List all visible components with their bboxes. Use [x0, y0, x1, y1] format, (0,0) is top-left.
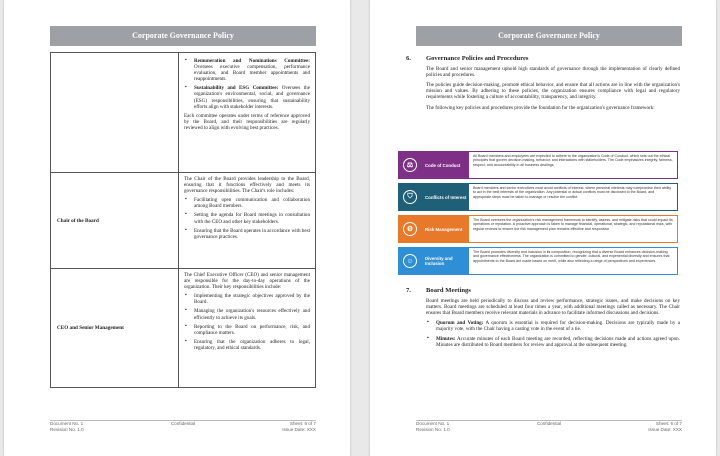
policy-card-title: Risk Management	[425, 226, 463, 232]
paragraph: The Board and senior management uphold high standards of governance through the implementation of clearly defined policies and procedures.	[426, 66, 680, 79]
bullet-heading: Sustainability and ESG Committee:	[194, 85, 279, 92]
footer-sheet: Sheet: 6 of 7	[655, 421, 682, 426]
shield-icon: ⛉	[403, 190, 417, 204]
paragraph: The Chief Executive Officer (CEO) and senior management are responsible for the day-to-day operations of the organization. Their key responsibilities include:	[184, 272, 310, 291]
footer-revision: Revision No. 1.0	[50, 427, 84, 432]
list-item: ▪ Implementing the strategic objectives approved by the Board.	[184, 293, 310, 305]
section-board-meetings	[406, 288, 680, 351]
policy-card-description: All Board members and employees are expected to adhere to the organization's Code of Conduct, which sets out the ethical principles that govern decision-making, behavior, and interactions with stakeholders. The Code emphasizes integrity, fairness, respect, and accountability in all business dealings.	[468, 151, 678, 179]
list-item: ▪ Ensuring that the Board operates in accordance with best governance practices.	[184, 228, 310, 240]
list-item: ▪ Setting the agenda for Board meetings in consultation with the CEO and other key stakeholders.	[184, 212, 310, 224]
paragraph: Board meetings are held periodically to discuss and review performance, strategic issues, and make decisions on key matters. Board meetings are scheduled at least four times a year, with additional meetings called as necessary. The Chair ensures that Board members receive relevant materials in advance to facilitate informed discussions and decisions.	[426, 298, 680, 317]
policy-card-conflicts-of-interest	[398, 183, 678, 211]
section-title: Board Meetings	[426, 287, 471, 294]
footer-confidential: Confidential	[170, 421, 196, 426]
footer-confidential: Confidential	[536, 421, 562, 426]
list-item: ▪ Managing the organization's resources effectively and efficiently to achieve its goals.	[184, 308, 310, 320]
policy-card-diversity-and-inclusion	[398, 247, 678, 275]
section-heading	[406, 56, 680, 62]
paragraph: The policies guide decision-making, promote ethical behavior, and ensure that all actions are in line with the organization's mission and values. By adhering to these policies, the organization ensures compliance with legal and regulatory requirements while fostering a culture of accountability, transparency, and integrity.	[426, 82, 680, 101]
bullet-heading: Quorum and Voting:	[436, 320, 484, 327]
table-row	[51, 269, 315, 387]
bullet-heading: Remuneration and Nominations Committee:	[194, 58, 310, 64]
gear-icon: ⚙	[403, 222, 417, 236]
section-title: Governance Policies and Procedures	[426, 55, 529, 62]
table-label-cell	[51, 53, 179, 172]
section-number: 7.	[406, 287, 411, 294]
policy-card-code-of-conduct	[398, 151, 678, 179]
policy-cards	[398, 151, 678, 279]
policy-card-title: Code of Conduct	[425, 162, 461, 168]
table-content-cell	[179, 173, 315, 268]
people-icon: ☺	[403, 254, 417, 268]
document-page-left	[4, 0, 350, 456]
list-item: ▪ Ensuring that the organization adheres to legal, regulatory, and ethical standards.	[184, 339, 310, 351]
table-content-cell	[179, 269, 315, 387]
paragraph: Each committee operates under terms of reference approved by the Board, and their responsibilities are regularly reviewed to align with evolving best practices.	[184, 112, 310, 131]
page-footer	[416, 420, 682, 433]
table-row	[51, 173, 315, 269]
policy-card-tile	[398, 247, 468, 275]
bullet-heading: Minutes:	[436, 335, 456, 342]
governance-roles-table	[50, 52, 316, 388]
table-label-cell: CEO and Senior Management	[51, 269, 179, 387]
bullet-text: A quorum is essential is required for decision-making. Decisions are typically made by a majority vote, with the Chair having a casting vote in the event of a tie.	[436, 320, 680, 333]
policy-card-tile	[398, 183, 468, 211]
footer-document-number: Document No. 1	[50, 421, 84, 426]
document-page-right	[370, 0, 716, 456]
list-item	[426, 336, 680, 348]
policy-card-description: The Board promotes diversity and inclusion in its composition, recognizing that a diverse Board enhances decision-making and governance effectiveness. The organization is committed to gender, cultural, and experiential diversity and ensures that appointments to the Board are made based on merit, while also reflecting a range of perspectives and experiences.	[468, 247, 678, 275]
footer-document-number: Document No. 1	[416, 421, 450, 426]
footer-issue-date: Issue Date: XXX	[282, 427, 316, 432]
paragraph: The Chair of the Board provides leadership to the Board, ensuring that it functions effectively and meets its governance responsibilities. The Chair's role includes:	[184, 176, 310, 195]
list-item	[426, 320, 680, 332]
list-item	[184, 58, 310, 82]
policy-card-tile	[398, 215, 468, 243]
policy-card-risk-management	[398, 215, 678, 243]
handshake-icon: ⚖	[403, 158, 417, 172]
footer-issue-date: Issue Date: XXX	[648, 427, 682, 432]
list-item: ▪ Reporting to the Board on performance, risk, and compliance matters.	[184, 324, 310, 336]
policy-card-description: The Board oversees the organization's risk management framework to identify, assess, and mitigate risks that could impact its operations or reputation. A proactive approach is taken to manage financial, operational, strategic, and reputational risks, with regular reviews to ensure the risk management plan remains effective and responsive.	[468, 215, 678, 243]
page-header-title: Corporate Governance Policy	[416, 26, 682, 46]
section-number: 6.	[406, 55, 411, 62]
footer-revision: Revision No. 1.0	[416, 427, 450, 432]
table-row	[51, 53, 315, 173]
bullet-text: Oversees the organization's environmental, social, and governance (ESG) responsibilities, ensuring that sustainability efforts align with stakeholder interests.	[194, 85, 310, 110]
paragraph: The following key policies and procedures provide the foundation for the organization's governance framework:	[426, 104, 655, 111]
page-header-title: Corporate Governance Policy	[50, 26, 316, 46]
policy-card-title: Conflicts of Interest	[425, 194, 467, 200]
policy-card-tile	[398, 151, 468, 179]
policy-card-title: Diversity and Inclusion	[425, 256, 453, 266]
bullet-text: Oversees executive compensation, performance evaluation, and Board member appointments and reappointments.	[194, 64, 310, 83]
bullet-text: Accurate minutes of each Board meeting are recorded, reflecting decisions made and actions agreed upon. Minutes are distributed to Board members for review and approval at the subsequent meeting.	[436, 335, 680, 348]
policy-card-description: Board members and senior executives must avoid conflicts of interest, where personal interests may compromise their ability to act in the best interests of the organization. Any potential or actual conflicts must be disclosed to the Board, and appropriate steps must be taken to manage or resolve the conflict.	[468, 183, 678, 211]
list-item	[184, 85, 310, 109]
section-governance-policies	[406, 56, 680, 115]
page-footer	[50, 420, 316, 433]
section-heading	[406, 288, 680, 294]
list-item: ▪ Facilitating open communication and collaboration among Board members.	[184, 197, 310, 209]
table-content-cell	[179, 53, 315, 172]
footer-sheet: Sheet: 6 of 7	[289, 421, 316, 426]
table-label-cell: Chair of the Board	[51, 173, 179, 268]
